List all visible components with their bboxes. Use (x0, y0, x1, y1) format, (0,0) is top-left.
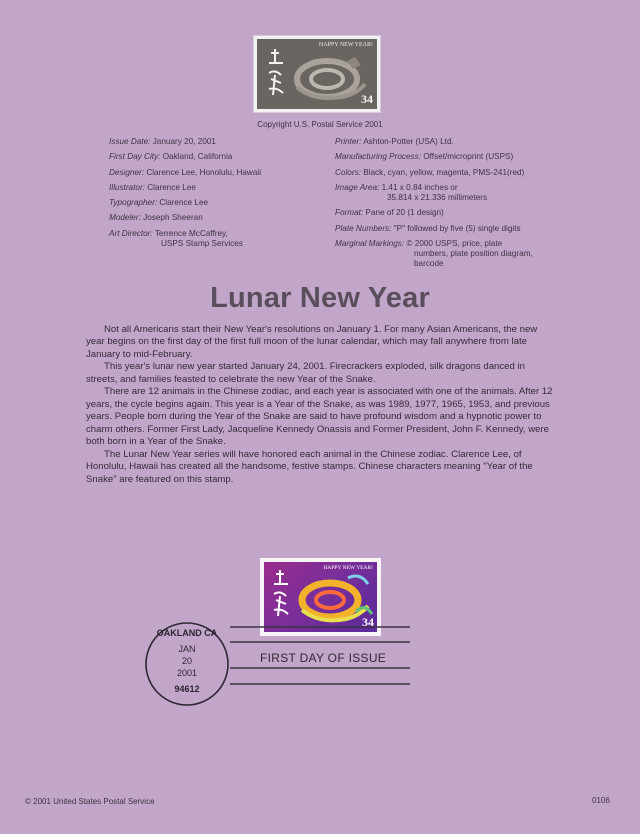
article-body (86, 324, 556, 486)
spec-image-area: Image Area: 1.41 x 0.84 inches or 35.814 x 21.336 millimeters (335, 182, 488, 202)
spec-colors: Colors: Black, cyan, yellow, magenta, PMS-241(red) (335, 167, 525, 177)
spec-modeler: Modeler: Joseph Sheeran (109, 213, 203, 223)
postmark-year: 2001 (176, 668, 198, 678)
snake-artwork (257, 39, 377, 109)
spec-first-day-city: First Day City: Oakland, California (109, 152, 233, 162)
stamp-header-text: HAPPY NEW YEAR! (323, 565, 373, 571)
paragraph: This year's lunar new year started January 24, 2001. Firecrackers exploded, silk dragons danced in streets, and families feasted to celebrate the new Year of the Snake. (86, 361, 525, 385)
spec-illustrator: Illustrator: Clarence Lee (109, 182, 196, 192)
first-day-of-issue-label: FIRST DAY OF ISSUE (260, 651, 387, 665)
paragraph: There are 12 animals in the Chinese zodiac, and each year is associated with one of the animals. After 12 years, the cycle begins again. This year is a Year of the Snake, as was 1989, 1977, 1965, 1953, and previous years. People born during the Year of the Snake are said to have profound wisdom and a hypnotic power to charm others. Former First Lady, Jacqueline Kennedy Onassis and Former President, John F. Kennedy, were both born in a Year of the Snake. (86, 386, 553, 448)
spec-designer: Designer: Clarence Lee, Honolulu, Hawaii (109, 167, 262, 177)
stamp-denomination: 34 (362, 615, 374, 629)
spec-typographer: Typographer: Clarence Lee (109, 198, 209, 207)
spec-issue-date: Issue Date: January 20, 2001 (109, 137, 216, 146)
page-title: Lunar New Year (210, 282, 430, 314)
spec-manufacturing-process: Manufacturing Process: Offset/microprint (USPS) (335, 152, 514, 162)
copyright-line: Copyright U.S. Postal Service 2001 (257, 120, 383, 129)
spec-art-director: Art Director: Terrence McCaffrey, USPS Stamp Services (109, 228, 243, 248)
postmark-day: 20 (181, 656, 192, 666)
postmark-city: OAKLAND CA (156, 628, 218, 638)
paragraph: Not all Americans start their New Year's resolutions on January 1. For many Asian Americans, the new year begins on the first day of the first full moon of the lunar calendar, which may fall anywhere from late January to mid-February. (86, 324, 538, 360)
spec-format: Format: Pane of 20 (1 design) (335, 208, 444, 218)
paragraph: The Lunar New Year series will have honored each animal in the Chinese zodiac. Clarence Lee, of Honolulu, Hawaii has created all the handsome, festive stamps. Chinese characters meaning "Year of the Snake" are featured on this stamp. (86, 448, 533, 485)
postmark-zip: 94612 (174, 684, 200, 694)
stamp-denomination: 34 (361, 92, 373, 106)
stamp-header-text: HAPPY NEW YEAR! (318, 42, 373, 48)
specs-right-column (335, 137, 585, 275)
spec-plate-numbers: Plate Numbers: "P" followed by five (5) single digits (335, 223, 521, 233)
postmark-month: JAN (178, 644, 196, 654)
footer-copyright: © 2001 United States Postal Service (25, 797, 155, 806)
spec-printer: Printer: Ashton-Potter (USA) Ltd. (335, 137, 454, 146)
specs-left-column (109, 137, 324, 254)
stamp-image-grayscale (254, 36, 380, 112)
footer-item-number: 0106 (592, 796, 610, 805)
spec-marginal-markings: Marginal Markings: © 2000 USPS, price, plate numbers, plate position diagram, barcode (335, 238, 533, 269)
